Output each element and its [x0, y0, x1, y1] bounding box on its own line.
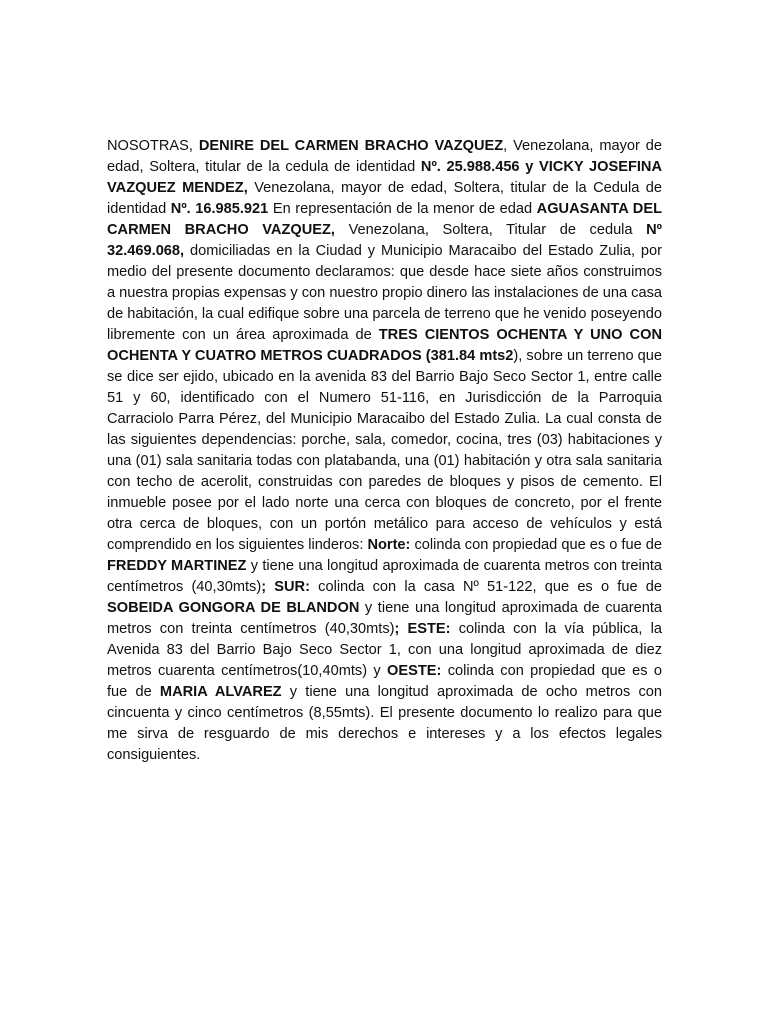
text-segment: colinda con propiedad que es o fue de — [410, 537, 662, 553]
area-description: TRES CIENTOS OCHENTA Y UNO CON OCHENTA Y CUATRO METROS CUADRADOS (381.84 mts2 — [107, 327, 662, 364]
text-segment: y tiene una longitud aproximada de cuarenta metros con treinta centímetros (40,30mts) — [107, 600, 662, 637]
id-number: Nº 32.469.068, — [107, 222, 663, 259]
party-name: DENIRE DEL CARMEN BRACHO VAZQUEZ — [198, 138, 504, 154]
text-segment: ), sobre un terreno que se dice ser ejido, ubicado en la avenida 83 del Barrio Bajo Seco Sector 1, entre calle 51 y 60, identificado con el Numero 51-116, en Jurisdicción de la Parroquia Carraciolo Parra Pérez, del Municipio Maracaibo del Estado Zulia. La cual consta de las siguientes dependencias: porche, sala, comedor, cocina, tres (03) habitaciones y una (01) sala sanitaria todas con platabanda, una (01) habitación y otra sala sanitaria con techo de acerolit, construidas con paredes de bloques y pisos de cemento. El inmueble posee por el lado norte una cerca con bloques de concreto, por el frente otra cerca de bloques, con un portón metálico para acceso de vehículos y está comprendido en los siguientes linderos: — [107, 348, 662, 553]
text-segment: Venezolana, Soltera, Titular de cedula — [334, 222, 647, 238]
neighbor-name: FREDDY MARTINEZ — [107, 558, 247, 574]
id-number: Nº. 16.985.921 — [170, 201, 269, 217]
text-segment: y tiene una longitud aproximada de ocho metros con cincuenta y cinco centímetros (8,55mts). El presente documento lo realizo para que me sirva de resguardo de mis derechos e intereses y a los efectos legales consiguientes. — [107, 684, 662, 763]
text-segment: colinda con la vía pública, la Avenida 83 del Barrio Bajo Seco Sector 1, con una longitud aproximada de diez metros cuarenta centímetros(10,40mts) y — [107, 621, 662, 679]
neighbor-name: SOBEIDA GONGORA DE BLANDON — [107, 600, 360, 616]
text-segment: domiciliadas en la Ciudad y Municipio Maracaibo del Estado Zulia, por medio del presente documento declaramos: que desde hace siete años construimos a nuestra propias expensas y con nuestro propio dinero las instalaciones de una casa de habitación, la cual edifique sobre una parcela de terreno que he venido poseyendo libremente con un área aproximada de — [107, 243, 662, 343]
text-segment: NOSOTRAS, — [107, 138, 199, 154]
id-number: Nº. 25.988.456 y VICKY JOSEFINA VAZQUEZ MENDEZ, — [107, 159, 662, 196]
document-paragraph — [107, 136, 662, 766]
text-segment: , Venezolana, mayor de edad, Soltera, titular de la cedula de identidad — [107, 138, 662, 175]
document-page — [107, 136, 662, 766]
neighbor-name: MARIA ALVAREZ — [159, 684, 282, 700]
text-segment: y tiene una longitud aproximada de cuarenta metros con treinta centímetros (40,30mts) — [107, 558, 662, 595]
boundary-label: ; SUR: — [261, 579, 310, 595]
text-segment: Venezolana, mayor de edad, Soltera, titular de la Cedula de identidad — [107, 180, 663, 217]
text-segment: En representación de la menor de edad — [268, 201, 537, 217]
boundary-label: OESTE: — [387, 663, 442, 679]
boundary-label: Norte: — [367, 537, 411, 553]
text-segment: colinda con la casa Nº 51-122, que es o fue de — [309, 579, 662, 595]
text-segment: colinda con propiedad que es o fue de — [107, 663, 662, 700]
party-name: AGUASANTA DEL CARMEN BRACHO VAZQUEZ, — [107, 201, 662, 238]
boundary-label: ; ESTE: — [394, 621, 451, 637]
